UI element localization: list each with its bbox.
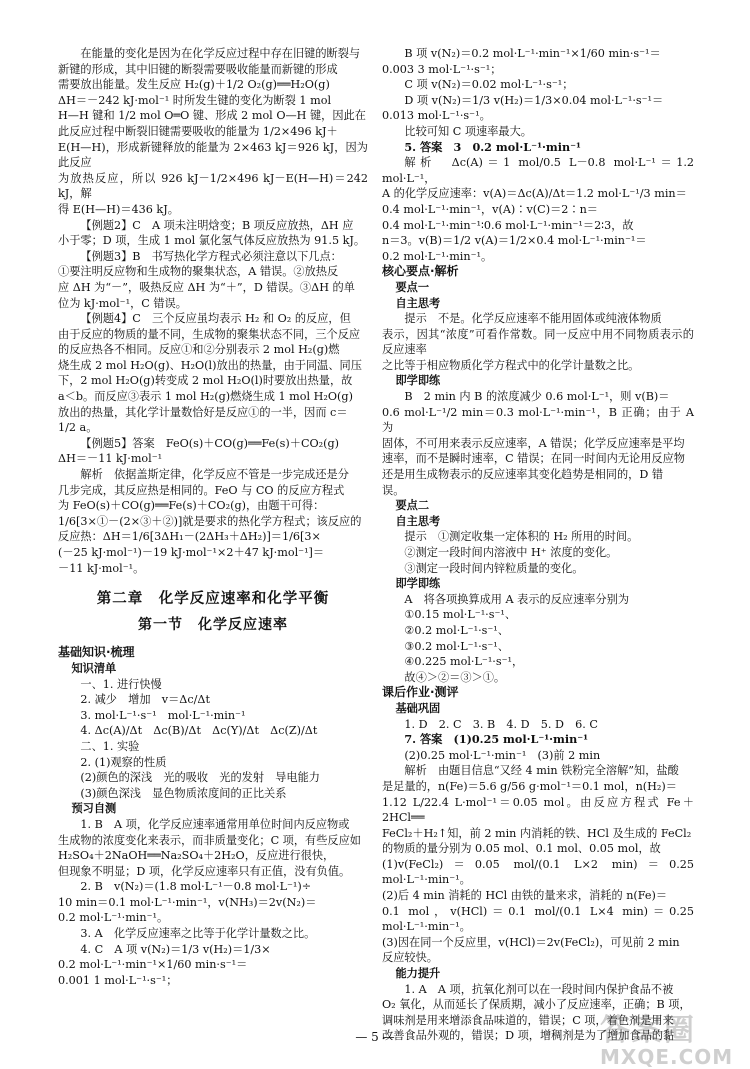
text-line: (1)v(FeCl₂)＝0.05 mol/(0.1 L×2 min)＝0.25 mol·L⁻¹·min⁻¹。	[382, 857, 694, 887]
text-line: ④0.225 mol·L⁻¹·s⁻¹，	[404, 655, 524, 669]
text-line: 小于零；D 项，生成 1 mol 氯化氢气体反应放热为 91.5 kJ。	[58, 234, 366, 248]
text-line: 一、1. 进行快慢	[80, 677, 162, 691]
text-line: A 将各项换算成用 A 表示的反应速率分别为	[404, 592, 630, 606]
heading-self-thinking: 自主思考	[395, 296, 441, 310]
text-line: 1/2 a。	[58, 421, 98, 435]
watermark-text: 答案圈	[600, 1013, 696, 1048]
text-line: (2)颜色的深浅 光的吸收 光的发射 导电能力	[80, 771, 320, 785]
text-line: 故④＞②＝③＞①。	[404, 670, 506, 684]
text-line: 改善食品外观的，错误；D 项，增稠剂是为了增加食品的黏	[382, 1029, 675, 1043]
text-line: 0.013 mol·L⁻¹·s⁻¹。	[382, 109, 491, 123]
heading-self-thinking: 自主思考	[395, 514, 441, 528]
text-line: E(H—H)，形成新键释放的能量为 2×463 kJ＝926 kJ，因为此反应	[58, 140, 368, 170]
analysis-line: 解析 由题目信息“又经 4 min 铁粉完全溶解”知，盐酸	[404, 764, 679, 778]
text-line: ③0.2 mol·L⁻¹·s⁻¹、	[404, 639, 509, 653]
text-line: (3)因在同一个反应里，v(HCl)＝2v(FeCl₂)，可见前 2 min	[382, 935, 680, 949]
text-line: 的物质的量分别为 0.05 mol、0.1 mol、0.05 mol，故	[382, 842, 661, 856]
text-line: (2)后 4 min 消耗的 HCl 由铁的量来求，消耗的 n(Fe)＝	[382, 889, 668, 903]
text-line: 0.2 mol·L⁻¹·min⁻¹×1/60 min·s⁻¹＝	[58, 958, 248, 972]
text-line: 几步完成，其反应热是相同的。FeO 与 CO 的反应方程式	[58, 483, 345, 497]
text-line: (2)0.25 mol·L⁻¹·min⁻¹ (3)前 2 min	[404, 748, 601, 762]
text-line: 应 ΔH 为“－”，吸热反应 ΔH 为“＋”，D 错误。③ΔH 的单	[58, 280, 355, 294]
example-answer: 【例题5】答案 FeO(s)＋CO(g)══Fe(s)＋CO₂(g)	[80, 436, 340, 450]
text-line: 此反应过程中断裂旧键需要吸收的能量为 1/2×496 kJ＋	[58, 124, 338, 138]
text-line: 0.003 3 mol·L⁻¹·s⁻¹；	[382, 62, 502, 76]
text-line: 0.1 mol，v(HCl)＝0.1 mol/(0.1 L×4 min)＝0.25 mol·L⁻¹·min⁻¹。	[382, 904, 694, 934]
right-column	[382, 46, 694, 1044]
text-line: ②0.2 mol·L⁻¹·s⁻¹、	[404, 623, 509, 637]
text-line: 得 E(H—H)＝436 kJ。	[58, 202, 179, 216]
text-line: FeCl₂＋H₂↑知，前 2 min 内消耗的铁、HCl 及生成的 FeCl₂	[382, 826, 692, 840]
section-title: 第一节 化学反应速率	[138, 616, 288, 633]
text-line: A 的化学反应速率：v(A)＝Δc(A)/Δt＝1.2 mol·L⁻¹/3 min＝	[382, 187, 687, 201]
text-line: 2. 减少 增加 v＝Δc/Δt	[80, 693, 210, 707]
heading-practice: 即学即练	[395, 577, 441, 591]
text-line: 由于反应的物质的量不同，生成物的聚集状态不同，三个反应	[58, 327, 361, 341]
heading-self-test: 预习自测	[71, 802, 117, 816]
text-line: 提示 ①测定收集一定体积的 H₂ 所用的时间。	[404, 530, 639, 544]
text-line: 3. A 化学反应速率之比等于化学计量数之比。	[80, 927, 316, 941]
text-line: 比较可知 C 项速率最大。	[404, 124, 532, 138]
text-line: (3)颜色深浅 显色物质浓度间的正比关系	[80, 786, 287, 800]
text-line: ②测定一段时间内溶液中 H⁺ 浓度的变化。	[404, 546, 618, 559]
text-line: 为放热反应，所以 926 kJ－1/2×496 kJ－E(H—H)＝242 kJ，解	[58, 171, 368, 201]
text-line: 0.4 mol·L⁻¹·min⁻¹∶0.6 mol·L⁻¹·min⁻¹＝2∶3，故	[382, 218, 634, 232]
text-line: 生成物的浓度变化来表示，而非质量变化；C 项，有些反应如	[58, 833, 361, 847]
heading-knowledge-list: 知识清单	[71, 661, 117, 675]
text-line: 0.2 mol·L⁻¹·min⁻¹。	[382, 249, 493, 263]
text-line: 反应热：ΔH＝1/6[3ΔH₁－(2ΔH₃＋ΔH₂)]＝1/6[3×	[58, 530, 321, 544]
text-line: H—H 键和 1/2 mol O═O 键、形成 2 mol O—H 键，因此在	[58, 109, 366, 123]
text-line: 在能量的变化是因为在化学反应过程中存在旧键的断裂与	[80, 47, 361, 60]
text-line: C 项 v(N₂)＝0.02 mol·L⁻¹·s⁻¹；	[404, 78, 574, 92]
text-line: 1.12 L/22.4 L·mol⁻¹＝0.05 mol。由反应方程式 Fe＋2HCl══	[382, 795, 694, 825]
text-line: 2. B v(N₂)＝(1.8 mol·L⁻¹－0.8 mol·L⁻¹)÷	[80, 880, 312, 894]
heading-core-points: 核心要点·解析	[382, 264, 459, 279]
watermark-url: MXQE.COM	[600, 1045, 734, 1069]
text-line: 需要放出能量。发生反应 H₂(g)＋1/2 O₂(g)══H₂O(g)	[58, 78, 330, 92]
text-line: 4. C A 项 v(N₂)＝1/3 v(H₂)＝1/3×	[80, 942, 271, 956]
heading-ability-improvement: 能力提升	[395, 967, 441, 981]
text-line: －11 kJ·mol⁻¹。	[58, 561, 145, 575]
heading-point-one: 要点一	[395, 280, 430, 294]
text-line: a＜b。而反应③表示 1 mol H₂(g)燃烧生成 1 mol H₂O(g)	[58, 390, 353, 404]
text-line: 固体，不可用来表示反应速率，A 错误；化学反应速率是平均	[382, 436, 685, 450]
text-line: H₂SO₄＋2NaOH══Na₂SO₄＋2H₂O，反应进行很快，	[58, 849, 335, 863]
text-line: (－25 kJ·mol⁻¹)－19 kJ·mol⁻¹×2＋47 kJ·mol⁻¹]＝	[58, 546, 325, 559]
text-line: 的反应热各不相同。反应①和②分别表示 2 mol H₂(g)燃	[58, 343, 340, 357]
text-line: 4. Δc(A)/Δt Δc(B)/Δt Δc(Y)/Δt Δc(Z)/Δt	[80, 724, 318, 738]
text-line: ①0.15 mol·L⁻¹·s⁻¹、	[404, 608, 517, 622]
left-column	[58, 46, 368, 988]
answer-line: 7. 答案 (1)0.25 mol·L⁻¹·min⁻¹	[404, 732, 589, 747]
text-line: 0.2 mol·L⁻¹·min⁻¹。	[58, 911, 169, 925]
heading-homework: 课后作业·测评	[382, 685, 459, 700]
text-line: 下，2 mol H₂O(g)转变成 2 mol H₂O(l)时要放出热量，故	[58, 374, 353, 388]
text-line: 是足量的，n(Fe)＝5.6 g/56 g·mol⁻¹＝0.1 mol，n(H₂)＝	[382, 779, 677, 793]
text-line: 10 min＝0.1 mol·L⁻¹·min⁻¹，v(NH₃)＝2v(N₂)＝	[58, 895, 317, 909]
analysis-line: 解析 依据盖斯定律，化学反应不管是一步完成还是分	[80, 468, 349, 482]
text-line: 速率，而不是瞬时速率，C 错误；在同一时间内无论用反应物	[382, 452, 685, 466]
text-line: ①要注明反应物和生成物的聚集状态，A 错误。②放热反	[58, 265, 339, 279]
text-line: 调味剂是用来增添食品味道的，错误；C 项，着色剂是用来	[382, 1013, 674, 1027]
text-line: O₂ 氧化，从而延长了保质期，减小了反应速率，正确；B 项，	[382, 998, 691, 1012]
example-answer: 【例题4】C 三个反应虽均表示 H₂ 和 O₂ 的反应，但	[80, 312, 351, 326]
text-line: B 2 min 内 B 的浓度减少 0.6 mol·L⁻¹，则 v(B)＝	[404, 390, 670, 404]
text-line: 误。	[382, 483, 405, 497]
text-line: 3. mol·L⁻¹·s⁻¹ mol·L⁻¹·min⁻¹	[80, 708, 246, 722]
text-line: 0.6 mol·L⁻¹/2 min＝0.3 mol·L⁻¹·min⁻¹，B 正确；由于 A 为	[382, 405, 694, 435]
text-line: 之比等于相应物质化学方程式中的化学计量数之比。	[382, 358, 640, 372]
chapter-title: 第二章 化学反应速率和化学平衡	[96, 591, 330, 608]
watermark-logo	[600, 1005, 740, 1069]
heading-basic-consolidation: 基础巩固	[395, 701, 441, 715]
text-line: 1. B A 项，化学反应速率通常用单位时间内反应物或	[80, 817, 350, 831]
text-line: n＝3。v(B)＝1/2 v(A)＝1/2×0.4 mol·L⁻¹·min⁻¹＝	[382, 234, 647, 248]
text-line: D 项 v(N₂)＝1/3 v(H₂)＝1/3×0.04 mol·L⁻¹·s⁻¹＝	[404, 93, 664, 107]
answer-line: 5. 答案 3 0.2 mol·L⁻¹·min⁻¹	[404, 139, 581, 154]
text-line: 位为 kJ·mol⁻¹，C 错误。	[58, 296, 187, 310]
text-line: 为 FeO(s)＋CO(g)══Fe(s)＋CO₂(g)，由题干可得：	[58, 499, 325, 513]
text-line: 1/6[3×①－(2×③＋②)]就是要求的热化学方程式；该反应的	[58, 514, 362, 528]
heading-point-two: 要点二	[395, 499, 430, 513]
text-line: 0.001 1 mol·L⁻¹·s⁻¹；	[58, 973, 178, 987]
text-line: 放出的热量，其化学计量数恰好是反应①的一半，因而 c＝	[58, 405, 348, 419]
text-line: 2. (1)观察的性质	[80, 755, 167, 769]
text-line: 烧生成 2 mol H₂O(g)、H₂O(l)放出的热量，由于同温、同压	[58, 358, 362, 372]
page-number: — 5 —	[355, 1030, 395, 1044]
text-line: 1. D 2. C 3. B 4. D 5. D 6. C	[404, 717, 598, 731]
text-line: 表示，因其“浓度”可看作常数。同一反应中用不同物质表示的反应速率	[382, 327, 694, 357]
text-line: B 项 v(N₂)＝0.2 mol·L⁻¹·min⁻¹×1/60 min·s⁻¹＝	[404, 47, 661, 60]
text-line: 反应较快。	[382, 951, 438, 965]
text-line: 提示 不是。化学反应速率不能用固体或纯液体物质	[404, 312, 662, 326]
example-answer: 【例题3】B 书写热化学方程式必须注意以下几点：	[80, 249, 342, 263]
text-line: 二、1. 实验	[80, 739, 140, 753]
text-line: ΔH＝－242 kJ·mol⁻¹ 时所发生键的变化为断裂 1 mol	[58, 93, 332, 107]
text-line: 1. A A 项，抗氧化剂可以在一段时间内保护食品不被	[404, 982, 674, 996]
analysis-line: 解析 Δc(A)＝1 mol/0.5 L－0.8 mol·L⁻¹＝1.2 mol·L⁻¹，	[382, 156, 694, 185]
example-answer: 【例题2】C A 项未注明焓变；B 项反应放热，ΔH 应	[80, 218, 354, 232]
heading-practice: 即学即练	[395, 374, 441, 388]
text-line: 新键的形成，其中旧键的断裂需要吸收能量而新键的形成	[58, 62, 338, 76]
text-line: 0.4 mol·L⁻¹·min⁻¹，v(A)∶v(C)＝2∶n＝	[382, 202, 598, 216]
text-line: 还是用生成物表示的反应速率其变化趋势是相同的，D 错	[382, 468, 664, 482]
text-line: 但现象不明显；D 项，化学反应速率只有正值，没有负值。	[58, 864, 351, 878]
heading-basic-knowledge: 基础知识·梳理	[58, 645, 135, 660]
text-line: ③测定一段时间内锌粒质量的变化。	[404, 561, 584, 575]
text-line: ΔH＝－11 kJ·mol⁻¹	[58, 452, 163, 466]
